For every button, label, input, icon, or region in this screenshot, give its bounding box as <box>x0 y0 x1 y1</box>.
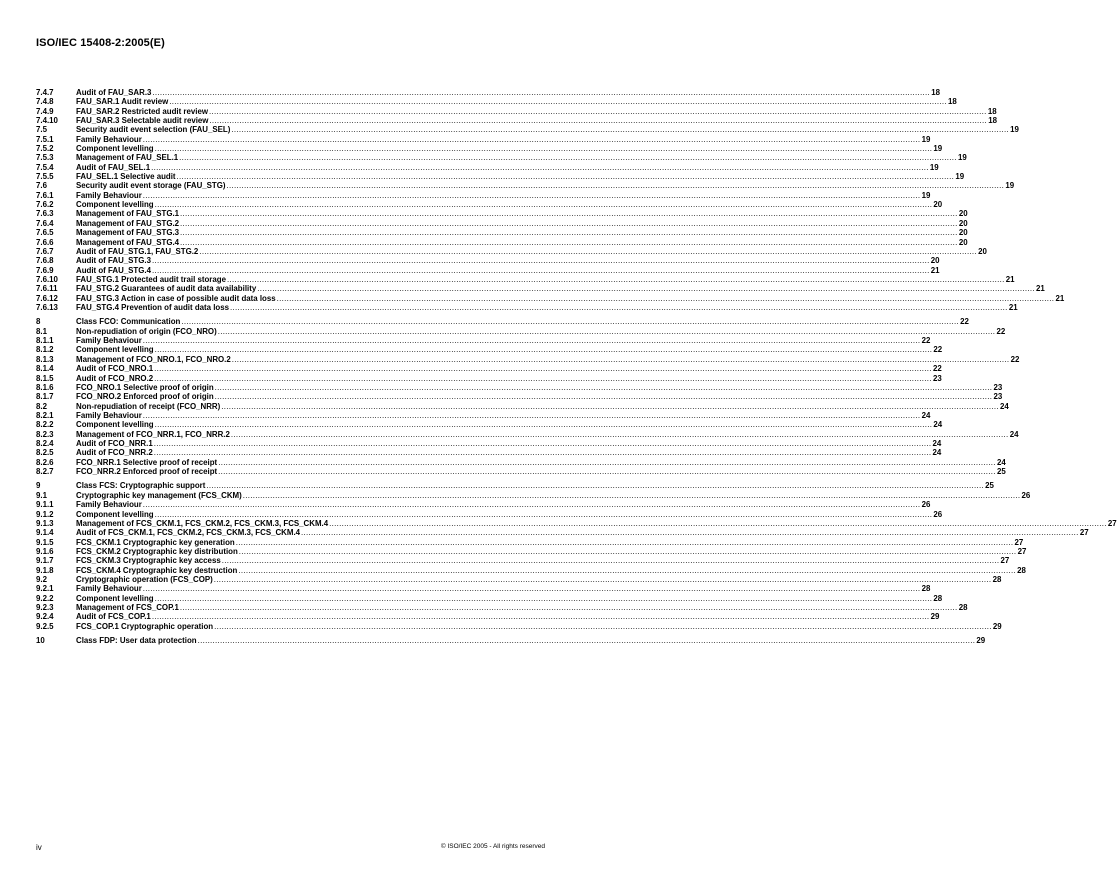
toc-entry[interactable] <box>36 284 1045 294</box>
toc-entry-page: 25 <box>996 466 1006 476</box>
toc-leader-dots <box>181 317 959 326</box>
toc-entry-number: 10 <box>36 636 45 646</box>
toc-entry-page: 20 <box>958 218 968 228</box>
toc-entry-number: 7.4.10 <box>36 116 58 126</box>
toc-entry-page: 28 <box>992 574 1002 584</box>
toc-entry-title: Audit of FAU_SAR.3 <box>76 88 152 97</box>
toc-entry-title: Cryptographic operation (FCS_COP) <box>76 574 213 584</box>
toc-leader-dots <box>154 374 932 383</box>
toc-entry[interactable] <box>36 612 940 622</box>
toc-entry-number: 7.4.7 <box>36 88 54 97</box>
toc-entry-title: Family Behaviour <box>76 584 142 594</box>
toc-entry-page: 23 <box>932 373 942 383</box>
toc-entry-number: 8.1.4 <box>36 364 54 374</box>
toc-entry-number: 7.5.2 <box>36 144 54 154</box>
toc-entry[interactable] <box>36 345 943 355</box>
toc-entry-title: Component levelling <box>76 200 154 210</box>
toc-leader-dots <box>180 238 958 247</box>
toc-entry-number: 7.6.1 <box>36 190 54 200</box>
toc-leader-dots <box>243 491 1021 500</box>
toc-entry-page: 24 <box>932 438 942 448</box>
toc-entry-page: 18 <box>988 116 998 126</box>
toc-entry-number: 7.6.13 <box>36 302 58 312</box>
toc-entry[interactable] <box>36 364 942 374</box>
toc-entry-number: 9.1.3 <box>36 518 54 528</box>
toc-entry[interactable] <box>36 574 1002 584</box>
toc-entry-number: 8.1.2 <box>36 345 54 355</box>
toc-entry-title: Component levelling <box>76 509 154 519</box>
toc-entry-number: 7.6.6 <box>36 237 54 247</box>
toc-entry-title: Non-repudiation of receipt (FCO_NRR) <box>76 401 221 411</box>
toc-entry-number: 8.2.2 <box>36 420 54 430</box>
toc-entry-page: 19 <box>929 162 939 172</box>
toc-entry-title: Management of FCO_NRR.1, FCO_NRR.2 <box>76 429 230 439</box>
toc-entry-title: FCO_NRR.1 Selective proof of receipt <box>76 457 218 467</box>
toc-entry-title: Audit of FAU_STG.3 <box>76 256 151 266</box>
toc-entry-title: Family Behaviour <box>76 500 142 510</box>
toc-entry[interactable] <box>36 518 1117 528</box>
toc-entry[interactable] <box>36 200 943 210</box>
toc-entry-title: Family Behaviour <box>76 190 142 200</box>
toc-entry-title: FAU_STG.1 Protected audit trail storage <box>76 274 226 284</box>
toc-entry-number: 9.2.5 <box>36 621 54 631</box>
toc-entry-title: Management of FAU_STG.3 <box>76 228 180 238</box>
toc-leader-dots <box>143 411 921 420</box>
toc-entry-page: 21 <box>1055 293 1065 303</box>
toc-entry-number: 7.6.4 <box>36 218 54 228</box>
toc-entry-number: 7.6.2 <box>36 200 54 210</box>
toc-entry[interactable] <box>36 190 931 200</box>
toc-entry[interactable] <box>36 181 1015 191</box>
toc-entry-number: 9.1.4 <box>36 528 54 538</box>
toc-entry-page: 21 <box>1036 284 1045 294</box>
toc-entry-number: 9.2.4 <box>36 612 54 622</box>
toc-entry-number: 8.2.4 <box>36 438 54 448</box>
toc-entry-title: Audit of FCO_NRO.2 <box>76 373 154 383</box>
toc-entry-title: Audit of FAU_STG.4 <box>76 265 151 275</box>
toc-entry-number: 7.6.9 <box>36 265 54 275</box>
toc-entry-number: 7.6.11 <box>36 284 58 294</box>
toc-entry-title: Non-repudiation of origin (FCO_NRO) <box>76 326 217 336</box>
toc-entry-title: Cryptographic key management (FCS_CKM) <box>76 490 242 500</box>
toc-entry-title: FCS_COP.1 Cryptographic operation <box>76 621 214 631</box>
toc-entry-page: 29 <box>930 612 940 622</box>
toc-entry-page: 22 <box>1010 354 1020 364</box>
toc-entry-title: Security audit event storage (FAU_STG) <box>76 181 226 191</box>
toc-entry[interactable] <box>36 509 943 519</box>
toc-entry-title: FAU_SEL.1 Selective audit <box>76 172 176 182</box>
toc-entry-page: 27 <box>1014 537 1024 547</box>
toc-entry[interactable] <box>36 457 1006 467</box>
toc-entry-page: 24 <box>921 410 931 420</box>
toc-entry-number: 8.2.1 <box>36 410 54 420</box>
toc-entry-title: Audit of FCO_NRR.2 <box>76 448 153 458</box>
toc-entry-title: Management of FCS_CKM.1, FCS_CKM.2, FCS_CKM.3, FCS_CKM.4 <box>76 518 329 528</box>
toc-entry-title: Component levelling <box>76 420 154 430</box>
toc-entry-title: Management of FAU_STG.1 <box>76 209 180 219</box>
toc-leader-dots <box>215 392 993 401</box>
toc-entry-number: 8.2.5 <box>36 448 54 458</box>
toc-entry-number: 8.1.3 <box>36 354 54 364</box>
toc-entry-page: 19 <box>957 153 967 163</box>
toc-entry-number: 7.6.7 <box>36 246 54 256</box>
toc-entry[interactable] <box>36 466 1006 476</box>
toc-leader-dots <box>221 402 999 411</box>
toc-entry[interactable] <box>36 500 931 510</box>
toc-entry-title: FAU_STG.3 Action in case of possible audit data loss <box>76 293 276 303</box>
toc-entry-page: 19 <box>921 134 931 144</box>
toc-entry-page: 22 <box>921 336 931 346</box>
toc-leader-dots <box>180 603 958 612</box>
toc-entry[interactable] <box>36 382 1003 392</box>
toc-entry-number: 9.1.5 <box>36 537 54 547</box>
toc-entry[interactable] <box>36 481 994 491</box>
toc-entry[interactable] <box>36 302 1018 312</box>
toc-entry-number: 9.2.2 <box>36 593 54 603</box>
toc-entry-page: 29 <box>976 636 986 646</box>
toc-entry-title: FAU_STG.4 Prevention of audit data loss <box>76 302 230 312</box>
toc-entry[interactable] <box>36 565 1026 575</box>
toc-entry[interactable] <box>36 293 1065 303</box>
toc-entry[interactable] <box>36 528 1089 538</box>
toc-entry[interactable] <box>36 410 931 420</box>
copyright-notice: © ISO/IEC 2005 - All rights reserved <box>440 843 545 850</box>
toc-entry-number: 9.2 <box>36 574 47 584</box>
toc-entry-title: Class FCO: Communication <box>76 317 181 327</box>
toc-entry-title: FCO_NRO.1 Selective proof of origin <box>76 382 214 392</box>
toc-entry-title: Audit of FAU_STG.1, FAU_STG.2 <box>76 246 199 256</box>
toc-entry[interactable] <box>36 144 943 154</box>
toc-leader-dots <box>329 519 1107 528</box>
toc-leader-dots <box>155 420 933 429</box>
toc-entry-page: 27 <box>1079 528 1089 538</box>
toc-entry-number: 7.6.3 <box>36 209 54 219</box>
toc-entry-title: Component levelling <box>76 144 154 154</box>
toc-entry[interactable] <box>36 354 1020 364</box>
toc-leader-dots <box>143 135 921 144</box>
toc-entry-number: 7.6.10 <box>36 274 58 284</box>
toc-entry-page: 26 <box>1021 490 1031 500</box>
toc-leader-dots <box>230 303 1008 312</box>
toc-entry-page: 28 <box>921 584 931 594</box>
toc-entry-title: Audit of FCO_NRR.1 <box>76 438 153 448</box>
toc-leader-dots <box>152 88 930 97</box>
toc-entry-number: 8.1.1 <box>36 336 54 346</box>
toc-leader-dots <box>199 247 977 256</box>
toc-leader-dots <box>218 467 996 476</box>
toc-entry-number: 8.1.7 <box>36 392 54 402</box>
toc-entry-number: 9.1.2 <box>36 509 54 519</box>
toc-entry-number: 7.5 <box>36 125 47 135</box>
toc-entry-page: 24 <box>933 420 943 430</box>
toc-entry[interactable] <box>36 256 940 266</box>
toc-entry-number: 7.4.9 <box>36 106 54 116</box>
toc-entry[interactable] <box>36 134 931 144</box>
toc-entry-title: FAU_STG.2 Guarantees of audit data availability <box>76 284 257 294</box>
toc-leader-dots <box>179 153 957 162</box>
toc-leader-dots <box>231 125 1009 134</box>
toc-entry-title: Class FDP: User data protection <box>76 636 197 646</box>
toc-entry-number: 8.1.6 <box>36 382 54 392</box>
toc-entry-title: Management of FAU_SEL.1 <box>76 153 179 163</box>
toc-entry[interactable] <box>36 556 1010 566</box>
toc-entry-page: 18 <box>931 88 940 97</box>
toc-leader-dots <box>152 266 930 275</box>
toc-entry-number: 7.4.8 <box>36 97 54 107</box>
toc-entry-title: FAU_SAR.2 Restricted audit review <box>76 106 208 116</box>
toc-entry-page: 22 <box>996 326 1006 336</box>
toc-entry-page: 20 <box>958 228 968 238</box>
toc-entry[interactable] <box>36 621 1002 631</box>
toc-entry[interactable] <box>36 401 1009 411</box>
toc-entry-page: 22 <box>933 345 943 355</box>
toc-leader-dots <box>257 284 1035 293</box>
toc-entry-number: 9.2.3 <box>36 602 54 612</box>
toc-entry[interactable] <box>36 326 1006 336</box>
toc-entry[interactable] <box>36 438 942 448</box>
toc-leader-dots <box>227 181 1005 190</box>
toc-leader-dots <box>180 219 958 228</box>
toc-entry-title: FCO_NRO.2 Enforced proof of origin <box>76 392 214 402</box>
toc-entry-number: 8.2 <box>36 401 47 411</box>
toc-entry-page: 21 <box>930 265 940 275</box>
toc-entry-page: 27 <box>1017 546 1027 556</box>
toc-entry-page: 19 <box>1010 125 1019 135</box>
toc-entry-page: 26 <box>921 500 931 510</box>
toc-leader-dots <box>206 481 984 490</box>
toc-entry[interactable] <box>36 429 1019 439</box>
toc-entry-page: 25 <box>985 481 994 491</box>
toc-leader-dots <box>169 97 947 106</box>
table-of-contents <box>36 88 1117 646</box>
toc-leader-dots <box>236 538 1014 547</box>
document-id-header: ISO/IEC 15408-2:2005(E) <box>36 37 165 49</box>
toc-leader-dots <box>209 116 987 125</box>
toc-entry-number: 8.1 <box>36 326 47 336</box>
toc-entry-title: Family Behaviour <box>76 410 142 420</box>
toc-entry-title: Family Behaviour <box>76 134 142 144</box>
toc-leader-dots <box>155 200 933 209</box>
toc-entry-title: FAU_SAR.3 Selectable audit review <box>76 116 209 126</box>
toc-entry-title: Family Behaviour <box>76 336 142 346</box>
toc-entry-page: 27 <box>1107 518 1117 528</box>
toc-entry-title: Management of FCS_COP.1 <box>76 602 179 612</box>
toc-entry-page: 20 <box>978 246 987 256</box>
toc-entry-page: 19 <box>933 144 943 154</box>
toc-leader-dots <box>301 528 1079 537</box>
toc-entry-page: 19 <box>955 172 965 182</box>
toc-leader-dots <box>155 144 933 153</box>
toc-entry-number: 9.1.7 <box>36 556 54 566</box>
toc-entry[interactable] <box>36 593 943 603</box>
toc-entry-page: 18 <box>987 106 997 116</box>
toc-entry-page: 29 <box>992 621 1002 631</box>
toc-entry-number: 7.6 <box>36 181 47 191</box>
toc-leader-dots <box>227 275 1005 284</box>
toc-entry[interactable] <box>36 448 942 458</box>
toc-entry-number: 7.6.12 <box>36 293 58 303</box>
toc-entry-page: 21 <box>1005 274 1015 284</box>
toc-leader-dots <box>154 439 932 448</box>
toc-entry[interactable] <box>36 336 931 346</box>
toc-leader-dots <box>151 163 929 172</box>
toc-leader-dots <box>218 458 996 467</box>
toc-leader-dots <box>154 448 932 457</box>
toc-entry-page: 20 <box>958 209 968 219</box>
toc-entry[interactable] <box>36 392 1003 402</box>
toc-entry[interactable] <box>36 373 942 383</box>
toc-entry-title: Audit of FCS_COP.1 <box>76 612 151 622</box>
toc-entry-number: 7.6.8 <box>36 256 54 266</box>
toc-entry-number: 8.1.5 <box>36 373 54 383</box>
toc-leader-dots <box>214 575 992 584</box>
toc-entry-number: 7.5.4 <box>36 162 54 172</box>
page-number: iv <box>36 843 42 852</box>
toc-leader-dots <box>198 636 976 645</box>
toc-entry-number: 9.1.1 <box>36 500 54 510</box>
toc-entry-title: FCS_CKM.2 Cryptographic key distribution <box>76 546 238 556</box>
toc-entry-title: Class FCS: Cryptographic support <box>76 481 206 491</box>
toc-entry-number: 8 <box>36 317 41 327</box>
toc-leader-dots <box>180 209 958 218</box>
toc-entry-page: 28 <box>1017 565 1026 575</box>
toc-entry-page: 21 <box>1008 302 1018 312</box>
toc-entry-page: 24 <box>997 457 1006 467</box>
toc-leader-dots <box>143 191 921 200</box>
toc-entry-title: Component levelling <box>76 593 154 603</box>
toc-entry-page: 28 <box>958 602 968 612</box>
toc-entry[interactable] <box>36 153 967 163</box>
toc-entry-number: 9 <box>36 481 41 491</box>
toc-entry[interactable] <box>36 125 1019 135</box>
toc-entry-number: 7.6.5 <box>36 228 54 238</box>
toc-entry-page: 23 <box>993 382 1003 392</box>
toc-leader-dots <box>143 500 921 509</box>
toc-entry[interactable] <box>36 116 998 126</box>
toc-entry[interactable] <box>36 162 939 172</box>
toc-entry-title: Management of FAU_STG.2 <box>76 218 180 228</box>
toc-leader-dots <box>177 172 955 181</box>
toc-leader-dots <box>231 430 1009 439</box>
toc-entry-title: Security audit event selection (FAU_SEL) <box>76 125 231 135</box>
toc-entry[interactable] <box>36 537 1024 547</box>
toc-leader-dots <box>180 228 958 237</box>
toc-leader-dots <box>214 622 992 631</box>
toc-entry-number: 8.2.6 <box>36 457 54 467</box>
toc-entry[interactable] <box>36 218 968 228</box>
toc-entry-page: 22 <box>932 364 942 374</box>
toc-entry[interactable] <box>36 97 957 107</box>
toc-leader-dots <box>154 364 932 373</box>
toc-leader-dots <box>152 256 930 265</box>
toc-entry-page: 20 <box>933 200 943 210</box>
toc-entry-title: FCO_NRR.2 Enforced proof of receipt <box>76 466 218 476</box>
toc-entry[interactable] <box>36 106 997 116</box>
toc-leader-dots <box>218 327 996 336</box>
toc-entry-page: 20 <box>930 256 940 266</box>
toc-leader-dots <box>143 336 921 345</box>
toc-entry-title: FCS_CKM.1 Cryptographic key generation <box>76 537 235 547</box>
toc-leader-dots <box>232 355 1010 364</box>
toc-entry[interactable] <box>36 317 969 327</box>
toc-entry[interactable] <box>36 546 1027 556</box>
toc-leader-dots <box>143 584 921 593</box>
toc-entry[interactable] <box>36 172 965 182</box>
toc-entry-page: 23 <box>993 392 1003 402</box>
toc-entry-number: 7.5.3 <box>36 153 54 163</box>
toc-leader-dots <box>277 294 1055 303</box>
toc-entry-page: 24 <box>1000 401 1009 411</box>
toc-entry[interactable] <box>36 265 940 275</box>
toc-entry[interactable] <box>36 209 968 219</box>
toc-entry-title: Audit of FCO_NRO.1 <box>76 364 154 374</box>
toc-entry[interactable] <box>36 228 968 238</box>
toc-entry[interactable] <box>36 420 943 430</box>
toc-entry-page: 18 <box>948 97 957 107</box>
toc-entry-number: 7.5.1 <box>36 134 54 144</box>
toc-entry[interactable] <box>36 584 931 594</box>
toc-entry-page: 20 <box>958 237 968 247</box>
toc-entry-number: 7.5.5 <box>36 172 54 182</box>
toc-leader-dots <box>155 594 933 603</box>
toc-entry-page: 22 <box>960 317 969 327</box>
toc-leader-dots <box>152 612 930 621</box>
toc-entry[interactable] <box>36 274 1015 284</box>
toc-entry-title: Management of FAU_STG.4 <box>76 237 180 247</box>
toc-entry-number: 9.2.1 <box>36 584 54 594</box>
toc-entry-page: 24 <box>932 448 942 458</box>
toc-entry-number: 9.1 <box>36 490 47 500</box>
toc-leader-dots <box>222 556 1000 565</box>
toc-entry[interactable] <box>36 602 968 612</box>
toc-leader-dots <box>209 107 987 116</box>
toc-entry-page: 27 <box>1000 556 1010 566</box>
toc-leader-dots <box>238 566 1016 575</box>
toc-entry-page: 19 <box>921 190 931 200</box>
toc-entry[interactable] <box>36 246 987 256</box>
toc-entry[interactable] <box>36 636 986 646</box>
toc-entry-title: Audit of FAU_SEL.1 <box>76 162 151 172</box>
toc-entry-title: Audit of FCS_CKM.1, FCS_CKM.2, FCS_CKM.3, FCS_CKM.4 <box>76 528 301 538</box>
toc-entry-title: FCS_CKM.3 Cryptographic key access <box>76 556 221 566</box>
toc-entry-title: Component levelling <box>76 345 154 355</box>
toc-entry-page: 26 <box>933 509 943 519</box>
toc-entry-page: 24 <box>1009 429 1019 439</box>
toc-entry-number: 8.2.7 <box>36 466 54 476</box>
toc-entry-number: 9.1.8 <box>36 565 54 575</box>
toc-entry[interactable] <box>36 490 1031 500</box>
toc-entry-page: 28 <box>933 593 943 603</box>
toc-entry-title: Management of FCO_NRO.1, FCO_NRO.2 <box>76 354 231 364</box>
toc-leader-dots <box>155 345 933 354</box>
toc-entry[interactable] <box>36 237 968 247</box>
toc-entry[interactable] <box>36 88 940 97</box>
toc-leader-dots <box>215 383 993 392</box>
toc-leader-dots <box>239 547 1017 556</box>
toc-entry-title: FAU_SAR.1 Audit review <box>76 97 169 107</box>
toc-entry-title: FCS_CKM.4 Cryptographic key destruction <box>76 565 238 575</box>
toc-entry-number: 9.1.6 <box>36 546 54 556</box>
toc-entry-number: 8.2.3 <box>36 429 54 439</box>
toc-entry-page: 19 <box>1005 181 1015 191</box>
toc-leader-dots <box>155 510 933 519</box>
